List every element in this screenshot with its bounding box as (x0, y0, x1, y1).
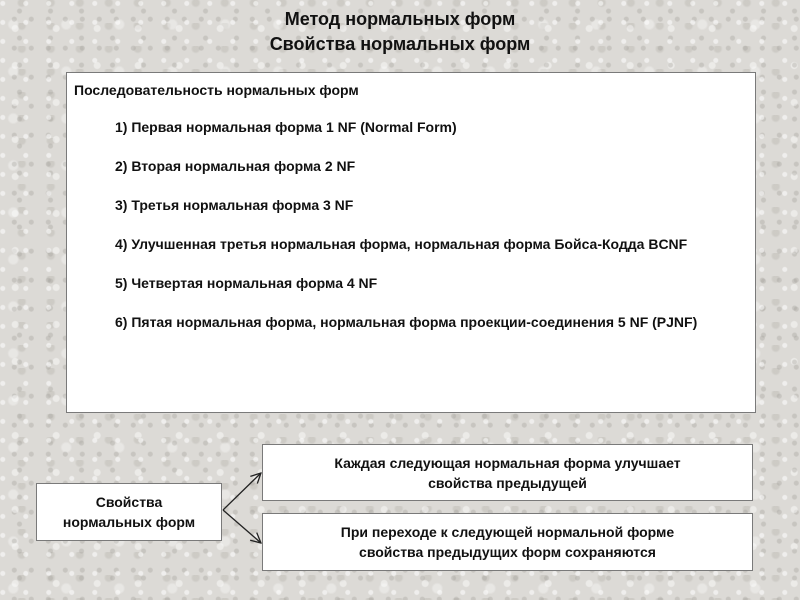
statement-1-line-2: свойства предыдущей (428, 474, 587, 491)
statement-1-line-1: Каждая следующая нормальная форма улучшает (334, 454, 681, 471)
properties-label-line-1: Свойства (95, 494, 163, 510)
property-statement-1-box (262, 444, 753, 501)
title-line-1: Метод нормальных форм (284, 9, 516, 29)
list-item-5nf: 6) Пятая нормальная форма, нормальная форма проекции-соединения 5 NF (PJNF) (115, 314, 698, 330)
properties-label-line-2: нормальных форм (62, 514, 196, 530)
statement-2-line-2: свойства предыдущих форм сохраняются (359, 544, 656, 560)
list-item-2nf: 2) Вторая нормальная форма 2 NF (115, 158, 356, 174)
list-item-bcnf: 4) Улучшенная третья нормальная форма, нормальная форма Бойса-Кодда BCNF (115, 236, 688, 252)
statement-2-line-1: При переходе к следующей нормальной форме (340, 524, 675, 540)
arrow-to-statement-2 (223, 510, 261, 543)
properties-label-box (36, 483, 222, 541)
list-item-4nf: 5) Четвертая нормальная форма 4 NF (115, 275, 378, 291)
title-line-2: Свойства нормальных форм (269, 34, 531, 54)
arrow-to-statement-1 (223, 473, 261, 510)
sequence-heading: Последовательность нормальных форм (74, 82, 359, 98)
list-item-3nf: 3) Третья нормальная форма 3 NF (115, 197, 354, 213)
property-statement-2-box (262, 513, 753, 571)
list-item-1nf: 1) Первая нормальная форма 1 NF (Normal Form) (115, 119, 457, 135)
